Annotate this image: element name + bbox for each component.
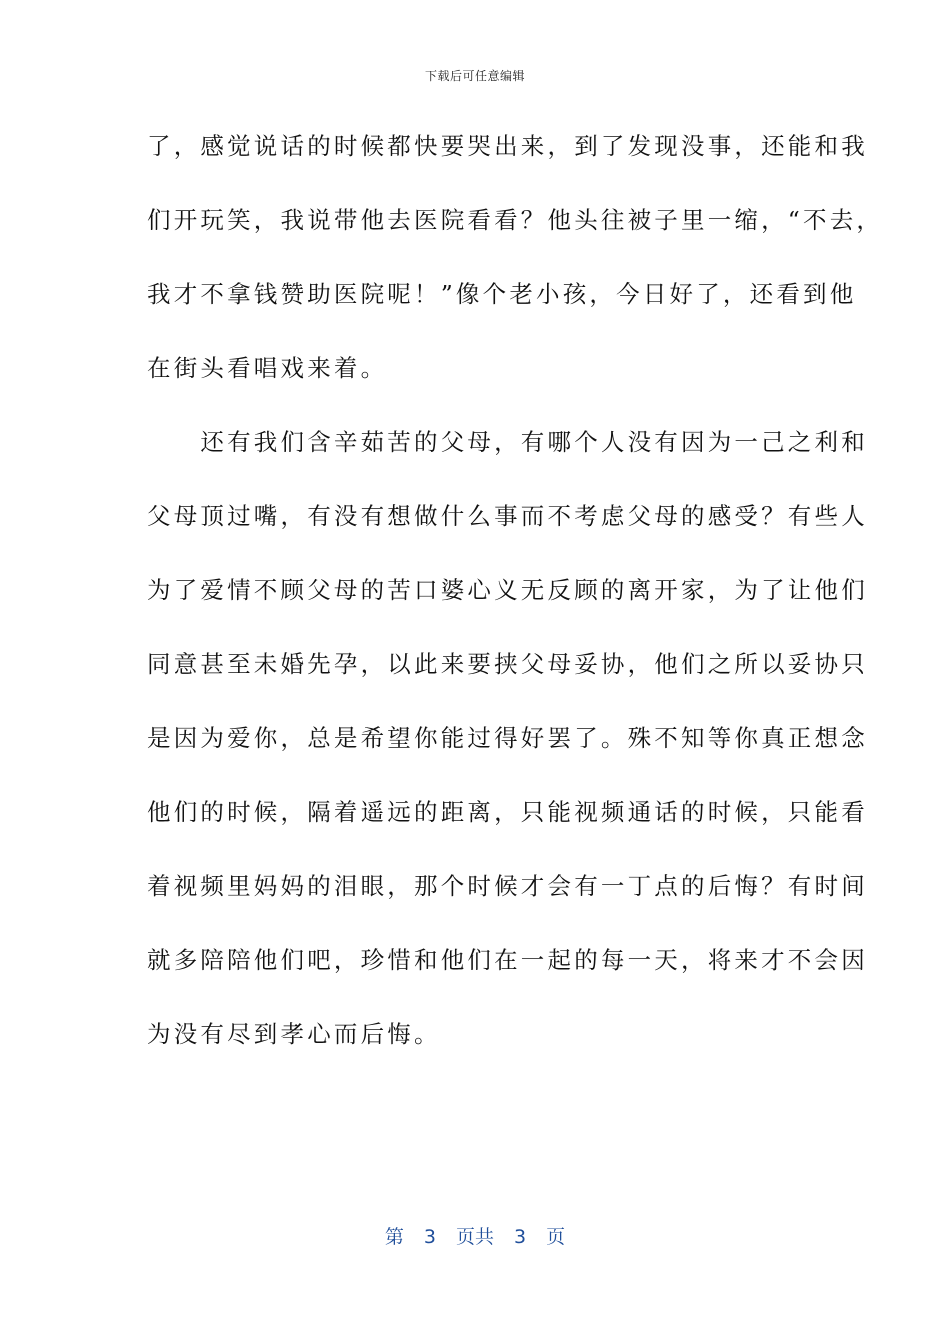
text-line: 就多陪陪他们吧，珍惜和他们在一起的每一天，将来才不会因 <box>147 946 868 974</box>
text-line: 在街头看唱戏来着。 <box>147 354 388 382</box>
text-line: 们开玩笑，我说带他去医院看看？他头往被子里一缩，“不去， <box>147 206 884 234</box>
text-line: 为了爱情不顾父母的苦口婆心义无反顾的离开家，为了让他们 <box>147 576 868 604</box>
total-page-number: 3 <box>514 1226 527 1248</box>
text-line: 了，感觉说话的时候都快要哭出来，到了发现没事，还能和我 <box>147 132 868 160</box>
text-line: 是因为爱你，总是希望你能过得好罢了。殊不知等你真正想念 <box>147 724 868 752</box>
footer-suffix: 页 <box>546 1226 566 1248</box>
text-line: 着视频里妈妈的泪眼，那个时候才会有一丁点的后悔？有时间 <box>147 872 868 900</box>
body-text <box>147 118 884 1080</box>
text-line: 父母顶过嘴，有没有想做什么事而不考虑父母的感受？有些人 <box>147 502 868 530</box>
footer-prefix: 第 <box>384 1226 404 1248</box>
text-line: 我才不拿钱赞助医院呢！”像个老小孩，今日好了，还看到他 <box>147 280 857 308</box>
current-page-number: 3 <box>423 1226 436 1248</box>
footer-middle: 页共 <box>455 1226 494 1248</box>
text-line: 他们的时候，隔着遥远的距离，只能视频通话的时候，只能看 <box>147 798 868 826</box>
page-number-footer <box>0 1222 950 1249</box>
text-line: 同意甚至未婚先孕，以此来要挟父母妥协，他们之所以妥协只 <box>147 650 868 678</box>
header-note: 下载后可任意编辑 <box>424 69 525 83</box>
text-line: 为没有尽到孝心而后悔。 <box>147 1020 441 1048</box>
text-line: 还有我们含辛茹苦的父母，有哪个人没有因为一己之利和 <box>147 428 868 456</box>
